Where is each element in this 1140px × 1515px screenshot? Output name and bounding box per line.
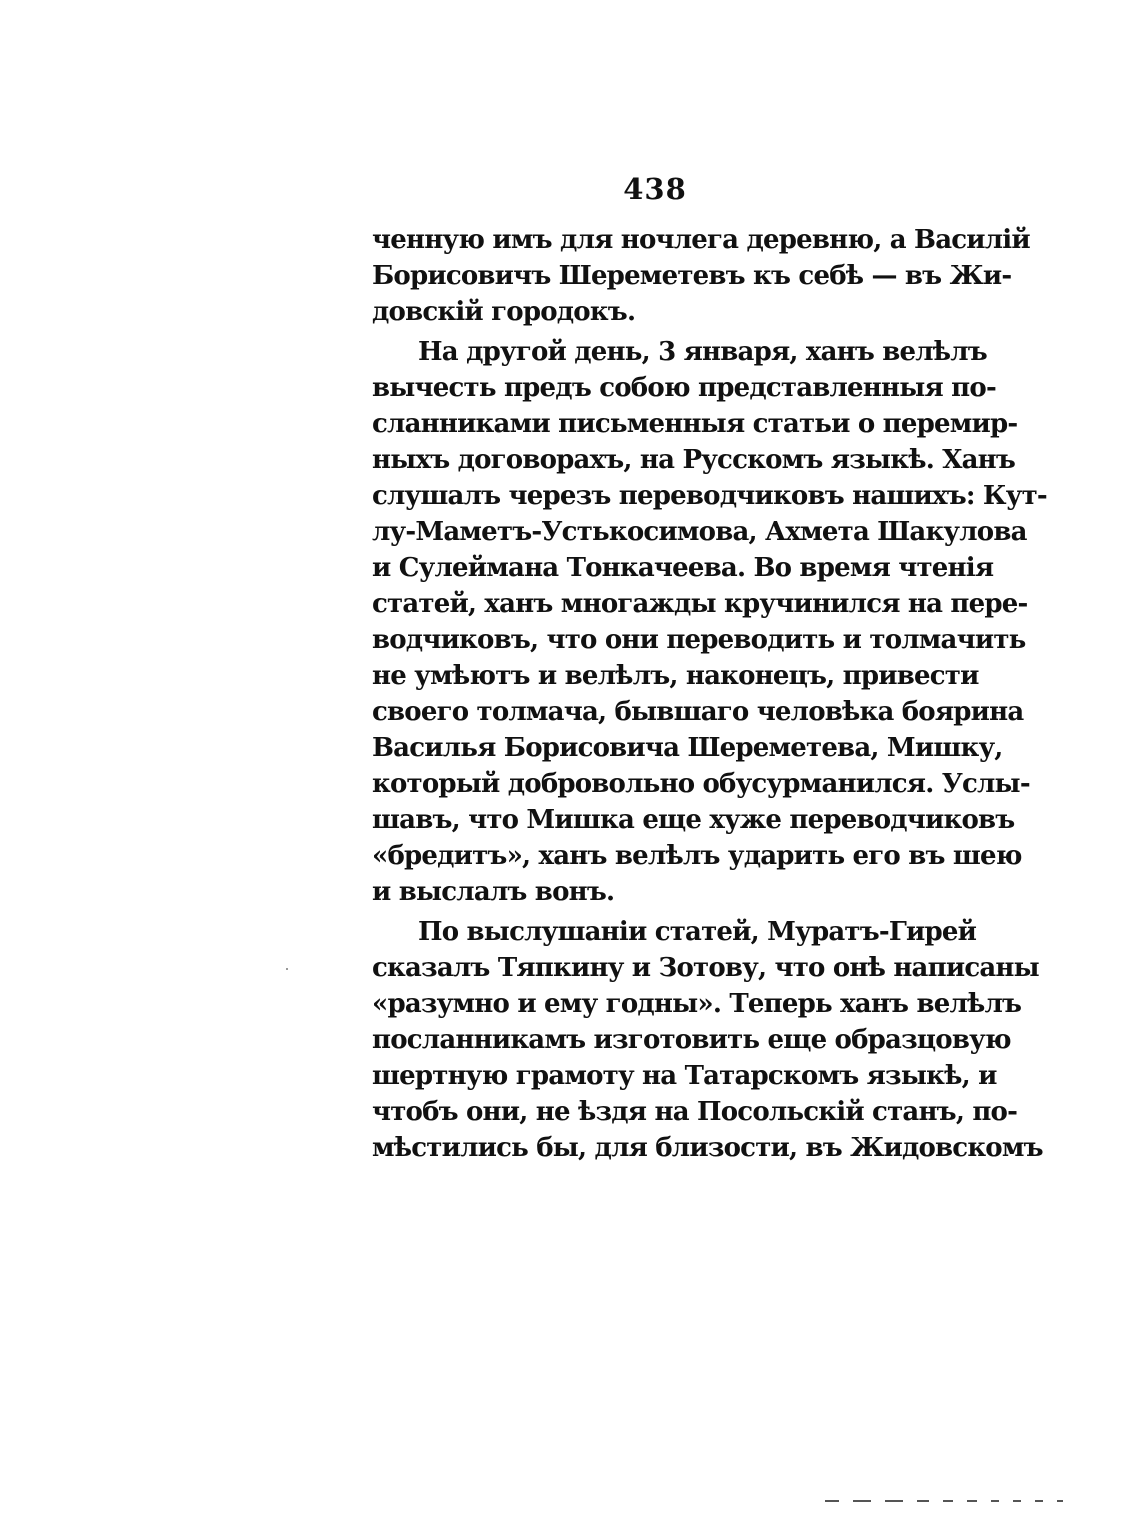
text-line: Василья Борисовича Шереметева, Мишку,	[372, 733, 1003, 763]
page-number: 438	[623, 172, 687, 206]
text-line: «бредитъ», ханъ велѣлъ ударить его въ шею	[372, 841, 1022, 871]
text-line: посланникамъ изготовить еще образцовую	[372, 1025, 1011, 1055]
text-line: сказалъ Тяпкину и Зотову, что онѣ написаны	[372, 953, 1039, 983]
text-line: мѣстились бы, для близости, въ Жидовскомъ	[372, 1133, 1043, 1163]
text-line: который добровольно обусурманился. Услы-	[372, 769, 1030, 799]
text-line: Борисовичъ Шереметевъ къ себѣ — въ Жи-	[372, 261, 1012, 291]
scan-speck	[286, 968, 288, 970]
text-line: лу-Маметъ-Устькосимова, Ахмета Шакулова	[372, 517, 1027, 547]
text-line: сланниками письменныя статьи о перемир-	[372, 409, 1018, 439]
scan-edge-dashes	[825, 1500, 1135, 1502]
paragraph	[372, 222, 1030, 330]
text-line: водчиковъ, что они переводить и толмачить	[372, 625, 1026, 655]
text-line: вычесть предъ собою представленныя по-	[372, 373, 996, 403]
paragraph	[372, 334, 1047, 910]
text-line: чтобъ они, не ѣздя на Посольскій станъ, по-	[372, 1097, 1018, 1127]
text-line: шертную грамоту на Татарскомъ языкѣ, и	[372, 1061, 997, 1091]
text-line: шавъ, что Мишка еще хуже переводчиковъ	[372, 805, 1015, 835]
text-line: статей, ханъ многажды кручинился на пере-	[372, 589, 1028, 619]
text-line: ныхъ договорахъ, на Русскомъ языкѣ. Ханъ	[372, 445, 1016, 475]
body-text	[372, 222, 1047, 1166]
text-line: По выслушаніи статей, Муратъ-Гирей	[418, 917, 977, 947]
text-line: «разумно и ему годны». Теперь ханъ велѣлъ	[372, 989, 1022, 1019]
paragraph	[372, 914, 1043, 1166]
text-line: ченную имъ для ночлега деревню, а Василій	[372, 225, 1030, 255]
text-line: слушалъ черезъ переводчиковъ нашихъ: Кут-	[372, 481, 1047, 511]
text-line: довскій городокъ.	[372, 297, 636, 327]
text-line: и Сулеймана Тонкачеева. Во время чтенія	[372, 553, 994, 583]
text-line: не умѣютъ и велѣлъ, наконецъ, привести	[372, 661, 979, 691]
text-line: и выслалъ вонъ.	[372, 877, 615, 907]
text-line: На другой день, 3 января, ханъ велѣлъ	[418, 337, 987, 367]
text-line: своего толмача, бывшаго человѣка боярина	[372, 697, 1024, 727]
